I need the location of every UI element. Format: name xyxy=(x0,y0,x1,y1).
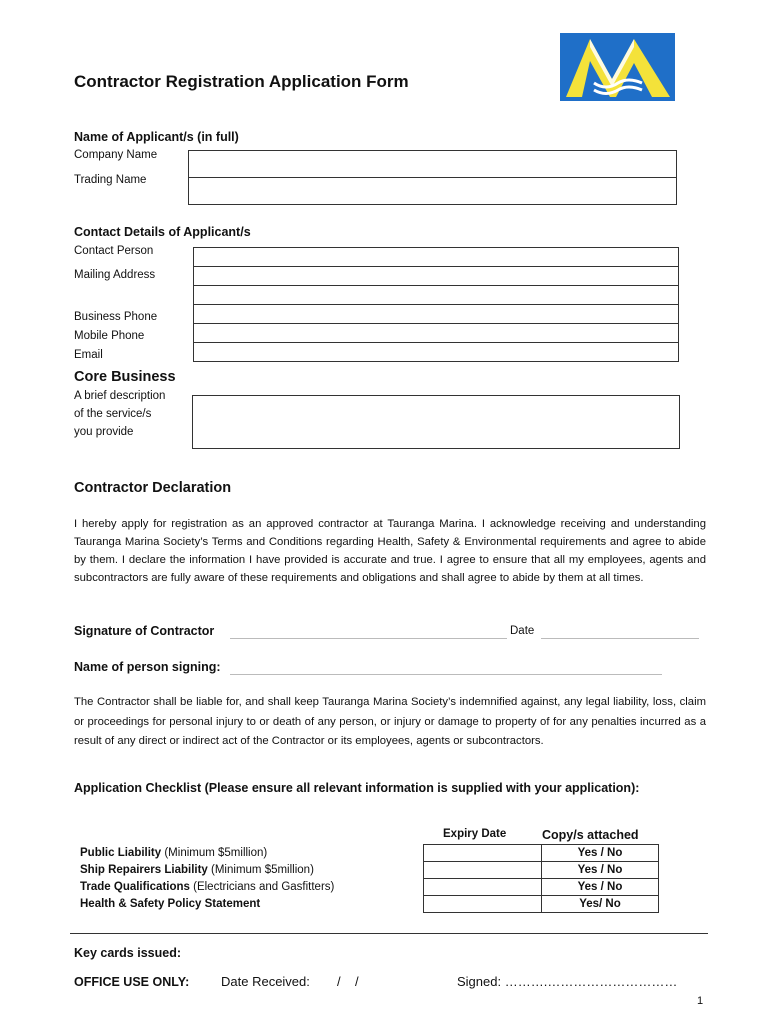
copy-attached-cell[interactable]: Yes / No xyxy=(542,845,659,862)
contact-person-label: Contact Person xyxy=(74,245,154,257)
copy-attached-cell[interactable]: Yes/ No xyxy=(542,896,659,913)
expiry-date-cell[interactable] xyxy=(424,845,542,862)
core-business-heading: Core Business xyxy=(74,369,176,385)
core-desc-line-1: A brief description xyxy=(74,390,166,402)
table-row xyxy=(424,845,659,862)
liability-text: The Contractor shall be liable for, and shall keep Tauranga Marina Society’s indemnified against, any legal liability, loss, claim or proceedings for personal injury to or death of any person, or injury or damage to property of for any penalties incurred as a result of any direct or indirect act of the Contractor or its employees, agents or subcontractors. xyxy=(74,696,706,747)
checklist-item-label: Public Liability (Minimum $5million) xyxy=(80,847,268,859)
contact-person-field[interactable] xyxy=(193,247,679,267)
office-use-label: OFFICE USE ONLY: xyxy=(74,975,190,989)
checklist-heading: Application Checklist (Please ensure all relevant information is supplied with your application): xyxy=(74,781,640,795)
signature-label: Signature of Contractor xyxy=(74,624,215,638)
signed-label: Signed: ……….………………………… xyxy=(457,974,678,989)
table-row xyxy=(424,896,659,913)
core-business-field[interactable] xyxy=(192,395,680,449)
date-line[interactable] xyxy=(541,624,699,639)
page-title: Contractor Registration Application Form xyxy=(74,72,409,91)
business-phone-label: Business Phone xyxy=(74,311,158,323)
applicant-heading: Name of Applicant/s (in full) xyxy=(74,130,239,144)
key-cards-label: Key cards issued: xyxy=(74,946,181,960)
mailing-address-field-1[interactable] xyxy=(193,266,679,286)
date-received-slashes: / / xyxy=(337,974,359,989)
footer-divider xyxy=(70,933,708,934)
page-number: 1 xyxy=(697,995,704,1007)
marina-logo xyxy=(560,33,675,101)
expiry-date-cell[interactable] xyxy=(424,879,542,896)
copy-attached-header: Copy/s attached xyxy=(542,828,639,842)
declaration-text: I hereby apply for registration as an approved contractor at Tauranga Marina. I acknowledge receiving and understanding Tauranga Marina Society’s Terms and Conditions regarding Health, Safety & Environmental requirements and agree to abide by them. I declare the information I have provided is accurate and true. I agree to ensure that all my employees, agents and subcontractors are fully aware of these requirements and obligations and shall agree to abide by them at all times. xyxy=(74,518,706,584)
signature-line[interactable] xyxy=(230,624,507,639)
email-label: Email xyxy=(74,349,103,361)
mobile-phone-label: Mobile Phone xyxy=(74,330,145,342)
contact-heading: Contact Details of Applicant/s xyxy=(74,225,251,239)
core-desc-line-3: you provide xyxy=(74,426,134,438)
table-row xyxy=(424,879,659,896)
expiry-date-cell[interactable] xyxy=(424,862,542,879)
declaration-heading: Contractor Declaration xyxy=(74,480,232,496)
checklist-item-label: Health & Safety Policy Statement xyxy=(80,898,261,910)
expiry-date-header: Expiry Date xyxy=(443,828,507,840)
date-received-label: Date Received: xyxy=(221,974,310,989)
email-field[interactable] xyxy=(193,342,679,362)
trading-name-field[interactable] xyxy=(188,177,677,205)
mailing-address-field-2[interactable] xyxy=(193,285,679,305)
checklist-item-label: Trade Qualifications (Electricians and Gasfitters) xyxy=(80,881,335,893)
copy-attached-cell[interactable]: Yes / No xyxy=(542,862,659,879)
mailing-address-label: Mailing Address xyxy=(74,269,156,281)
name-signing-label: Name of person signing: xyxy=(74,660,221,674)
checklist-item-label: Ship Repairers Liability (Minimum $5million) xyxy=(80,864,314,876)
company-name-label: Company Name xyxy=(74,149,158,161)
date-label: Date xyxy=(510,625,535,637)
company-name-field[interactable] xyxy=(188,150,677,178)
name-signing-line[interactable] xyxy=(230,660,662,675)
mobile-phone-field[interactable] xyxy=(193,323,679,343)
table-row xyxy=(424,862,659,879)
core-desc-line-2: of the service/s xyxy=(74,408,152,420)
business-phone-field[interactable] xyxy=(193,304,679,324)
expiry-date-cell[interactable] xyxy=(424,896,542,913)
checklist-table xyxy=(423,844,659,913)
trading-name-label: Trading Name xyxy=(74,174,147,186)
copy-attached-cell[interactable]: Yes / No xyxy=(542,879,659,896)
